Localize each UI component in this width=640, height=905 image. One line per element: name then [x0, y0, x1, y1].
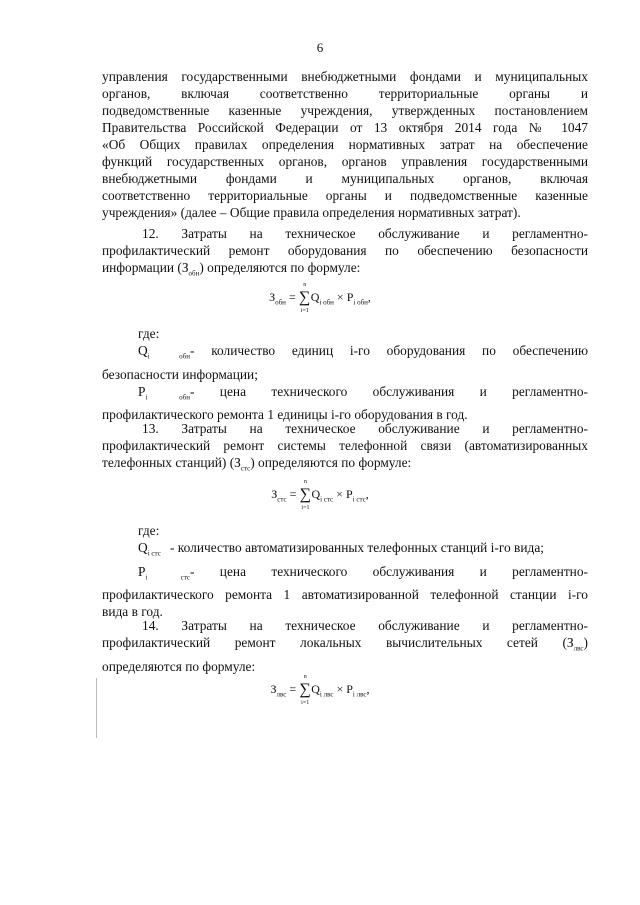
section-13 [102, 420, 588, 478]
definition-line: вида в год. [102, 604, 163, 620]
definition-line: $Q_{i обн}-$ количество единиц i-го оборудования по обеспечению [138, 343, 588, 361]
text-line: подведомственные казенные учреждения, утвержденных постановлением [102, 103, 588, 118]
text-line: телефонных станций) $(З_{стс})$ определяются по формуле: [102, 455, 412, 473]
definition-line: $P_{i обн}-$ цена технического обслуживания и регламентно- [138, 383, 588, 402]
text-line: «Об Общих правилах определения нормативных затрат на обеспечение [102, 137, 588, 152]
text-line: определяются по формуле: [102, 658, 256, 674]
page-number: 6 [316, 40, 324, 55]
text-line: Правительства Российской Федерации от 13 октября 2014 года № 1047 [102, 120, 588, 135]
text-line: 14. Затраты на техническое обслуживание и регламентно- [142, 618, 588, 633]
sum-sign: n ∑ i=1 [299, 479, 312, 512]
formula-13: $З_{стс}$ = n ∑ i=1 $Q_{i стс} \times P_{i стс}$, [271, 479, 369, 512]
formula-14: $З_{лвс}$ = n ∑ i=1 $Q_{i лвс} \times P_{i лвс}$, [270, 674, 370, 707]
where-label: где: [138, 523, 160, 538]
text-line: 13. Затраты на техническое обслуживание и регламентно- [142, 421, 588, 436]
sum-sign: n ∑ i=1 [299, 282, 311, 315]
section-14 [102, 617, 588, 675]
text-line: учреждения» (далее – Общие правила определения нормативных затрат). [102, 205, 521, 220]
definition-line: $P_{i стс}-$ цена технического обслуживания и регламентно- [138, 563, 588, 582]
definition-line: $Q_{i стс}$ - количество автоматизированных телефонных станций i-го вида; [138, 540, 545, 558]
text-line: профилактический ремонт локальных вычислительных сетей $(З_{лвс})$ [102, 635, 588, 653]
text-line: 12. Затраты на техническое обслуживание и регламентно- [142, 226, 588, 241]
text-line: функций государственных органов, органов управления государственными [102, 154, 588, 169]
section-12-definitions [102, 325, 588, 423]
definition-line: безопасности информации; [102, 366, 258, 382]
text-line: профилактический ремонт оборудования по обеспечению безопасности [102, 243, 588, 258]
where-label: где: [138, 326, 160, 341]
text-line: профилактический ремонт системы телефонной связи (автоматизированных [102, 438, 588, 453]
definition-line: профилактического ремонта 1 автоматизированной телефонной станции i-го [102, 587, 588, 603]
formula-12: $З_{обн}$ = n ∑ i=1 $Q_{i обн} \times P_{i обн}$, [269, 282, 371, 315]
sum-sign: n ∑ i=1 [299, 674, 311, 707]
text-line: внебюджетными фондами и муниципальных органов, включая [102, 171, 588, 186]
intro-paragraph [102, 68, 588, 221]
scan-edge-line [96, 678, 97, 738]
section-12 [102, 225, 588, 283]
definition-line: профилактического ремонта 1 единицы i-го оборудования в год. [102, 407, 468, 423]
section-13-definitions [102, 522, 588, 620]
text-line: информации $(З_{обн})$ определяются по формуле: [102, 260, 361, 278]
text-line: соответственно территориальные органы и подведомственные казенные [102, 188, 588, 203]
text-line: управления государственными внебюджетными фондами и муниципальных [102, 69, 588, 84]
text-line: органов, включая соответственно территориальные органы и [102, 86, 588, 101]
